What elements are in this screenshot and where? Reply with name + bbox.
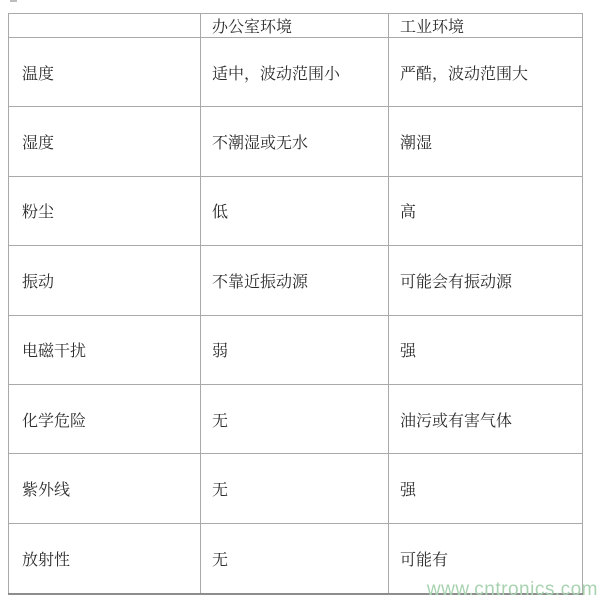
industrial-value-cell: 强 [389, 454, 583, 523]
office-value-cell: 弱 [201, 315, 389, 384]
row-label-cell: 湿度 [9, 107, 201, 176]
office-value-cell: 适中，波动范围小 [201, 38, 389, 107]
row-label-cell: 振动 [9, 246, 201, 315]
table-row-temperature [9, 38, 583, 107]
table-header-row [9, 14, 583, 38]
office-value-cell: 低 [201, 176, 389, 245]
row-label-cell: 温度 [9, 38, 201, 107]
industrial-value-cell: 可能会有振动源 [389, 246, 583, 315]
row-label-cell: 放射性 [9, 523, 201, 594]
table-row-chemical-hazard [9, 384, 583, 453]
row-label-cell: 化学危险 [9, 384, 201, 453]
crop-artifact [10, 0, 17, 2]
office-value-cell: 无 [201, 384, 389, 453]
watermark: www.cntronics.com [426, 579, 598, 600]
environment-comparison-table [8, 13, 583, 595]
office-value-cell: 不潮湿或无水 [201, 107, 389, 176]
industrial-value-cell: 可能有 [389, 523, 583, 594]
industrial-value-cell: 高 [389, 176, 583, 245]
table-row-dust [9, 176, 583, 245]
table-row-electromagnetic-interference [9, 315, 583, 384]
row-label-cell: 电磁干扰 [9, 315, 201, 384]
industrial-value-cell: 油污或有害气体 [389, 384, 583, 453]
office-value-cell: 不靠近振动源 [201, 246, 389, 315]
industrial-value-cell: 潮湿 [389, 107, 583, 176]
office-value-cell: 无 [201, 523, 389, 594]
office-value-cell: 无 [201, 454, 389, 523]
header-cell-blank [9, 14, 201, 38]
industrial-value-cell: 严酷，波动范围大 [389, 38, 583, 107]
header-cell-industrial: 工业环境 [389, 14, 583, 38]
header-cell-office: 办公室环境 [201, 14, 389, 38]
table-row-vibration [9, 246, 583, 315]
row-label-cell: 紫外线 [9, 454, 201, 523]
table-row-ultraviolet [9, 454, 583, 523]
table-row-humidity [9, 107, 583, 176]
row-label-cell: 粉尘 [9, 176, 201, 245]
industrial-value-cell: 强 [389, 315, 583, 384]
